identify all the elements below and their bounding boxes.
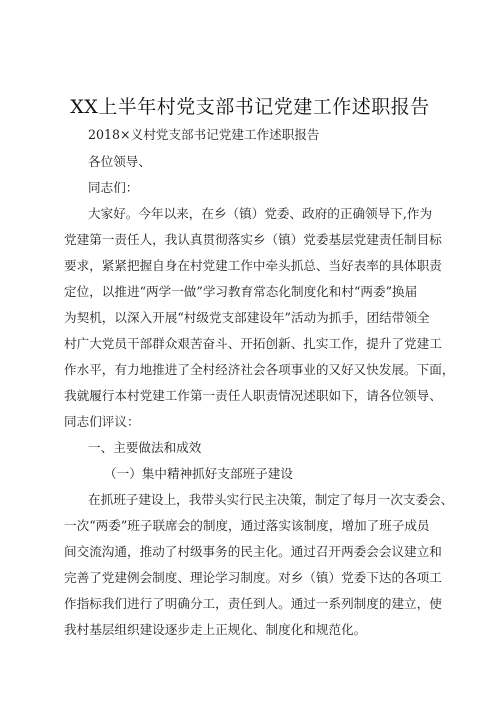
document-subtitle: 2018×义村党支部书记党建工作述职报告 xyxy=(88,127,320,142)
paragraph-line: 村广大党员干部群众艰苦奋斗、开拓创新、扎实工作，提升了党建工 xyxy=(64,336,442,351)
paragraph-line: 党建第一责任人，我认真贯彻落实乡（镇）党委基层党建责任制目标 xyxy=(64,232,442,247)
paragraph-line: 为契机，以深入开展“村级党支部建设年”活动为抓手，团结带领全 xyxy=(64,310,430,325)
salutation-leaders: 各位领导、 xyxy=(88,154,151,169)
paragraph-line: 作指标我们进行了明确分工，责任到人。通过一系列制度的建立，使 xyxy=(64,596,442,611)
document-title: XX上半年村党支部书记党建工作述职报告 xyxy=(70,96,430,118)
paragraph-line: 作水平，有力地推进了全村经济社会各项事业的又好又快发展。下面， xyxy=(64,362,455,377)
salutation-comrades: 同志们： xyxy=(88,180,139,195)
paragraph-line: 定位，以推进“两学一做”学习教育常态化制度化和村“两委”换届 xyxy=(64,284,418,299)
paragraph-line: 要求，紧紧把握自身在村党建工作中牵头抓总、当好表率的具体职责 xyxy=(64,258,442,273)
paragraph-line: 在抓班子建设上，我带头实行民主决策，制定了每月一次支委会、 xyxy=(88,492,454,507)
paragraph-line: 间交流沟通，推动了村级事务的民主化。通过召开两委会会议建立和 xyxy=(64,544,442,559)
section-heading: 一、主要做法和成效 xyxy=(88,440,202,455)
paragraph-line: 我村基层组织建设逐步走上正规化、制度化和规范化。 xyxy=(64,622,367,637)
paragraph-line: 一次“两委”班子联席会的制度，通过落实该制度，增加了班子成员 xyxy=(64,518,430,533)
paragraph-line: 我就履行本村党建工作第一责任人职责情况述职如下，请各位领导、 xyxy=(64,388,442,403)
subsection-heading: （一）集中精神抓好支部班子建设 xyxy=(104,466,293,481)
paragraph-line: 大家好。今年以来，在乡（镇）党委、政府的正确领导下,作为 xyxy=(88,206,433,221)
paragraph-line: 同志们评议： xyxy=(64,414,140,429)
paragraph-line: 完善了党建例会制度、理论学习制度。对乡（镇）党委下达的各项工 xyxy=(64,570,442,585)
